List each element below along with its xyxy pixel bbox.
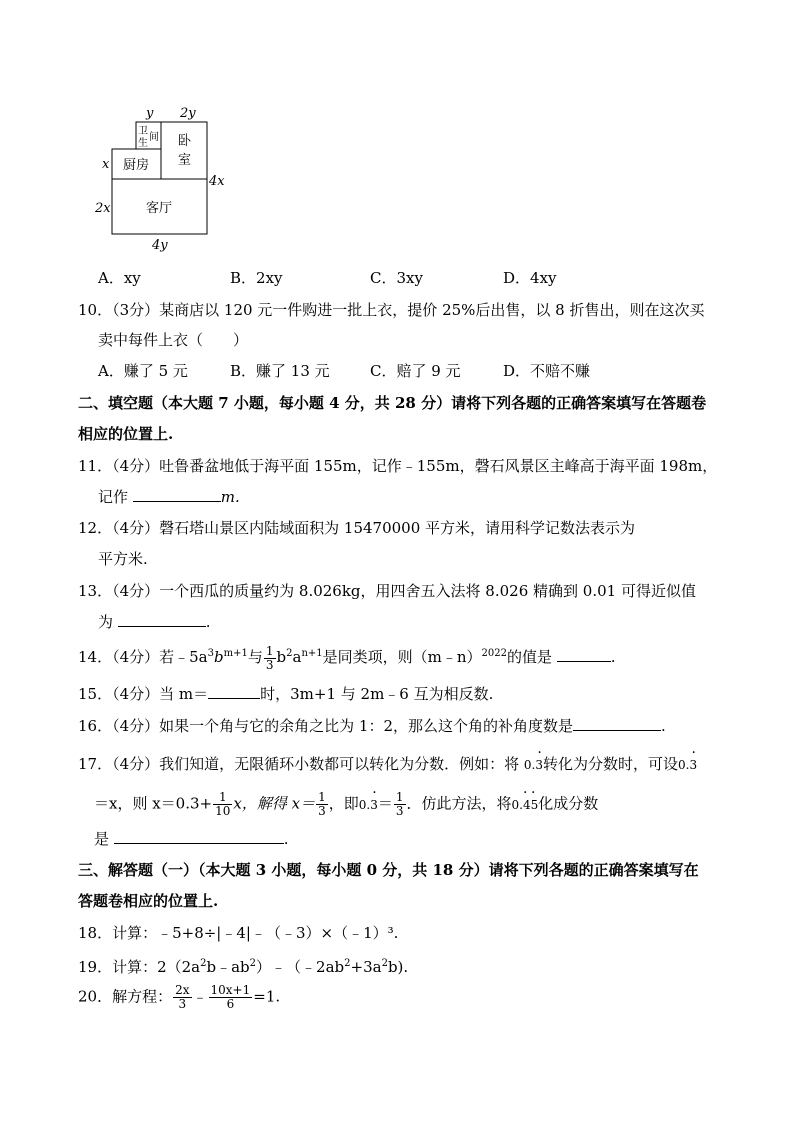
q14-sup4: n+1 <box>301 648 323 659</box>
q9-option-a: A．xy <box>98 269 141 287</box>
q17-period: . <box>283 830 289 848</box>
q17-line3 <box>94 829 289 849</box>
label-kitchen: 厨房 <box>123 158 150 173</box>
section2-heading-line2: 相应的位置上. <box>78 425 174 443</box>
q14-fraction <box>264 645 276 672</box>
q14-answer-blank <box>557 647 611 662</box>
q17-line1 <box>78 745 698 775</box>
q14-text-e: a <box>292 648 302 666</box>
q14-text-g: 的值是 <box>506 648 552 666</box>
q16-text-a: 16．（4分）如果一个角与它的余角之比为 1：2，那么这个角的补角度数是 <box>78 717 573 735</box>
q19-line: 19．计算：$2(2a^2b﹣ab^2)﹣(﹣2ab^2+3a^2b)$. <box>78 958 409 976</box>
q12-line1: 12．（4分）磬石塔山景区内陆域面积为 15470000 平方米，请用科学记数法表示为 <box>78 519 636 537</box>
q17-repeating-decimal-3: 0. · 3 <box>358 784 378 812</box>
q11-line2-text: 记作 <box>98 488 129 506</box>
q14-text-f: 是同类项，则（m﹣n） <box>322 648 482 666</box>
q17-fraction-1: $\frac{1}{10}$ <box>215 790 231 818</box>
q17-repeating-decimal-4: 0. · · 45 <box>511 784 539 812</box>
q14-sup3: 2 <box>286 648 293 659</box>
q17-text-2e: ．仿此方法，将 <box>406 794 512 813</box>
q9-option-c: C．3xy <box>370 269 423 287</box>
q16-period: . <box>661 717 666 735</box>
q14-period: . <box>610 648 616 666</box>
q20-fraction-2: $\frac{10x+1}{6}$ <box>210 983 251 1011</box>
q13-answer-blank <box>118 612 206 627</box>
section2-heading-line1: 二、填空题（本大题 7 小题，每小题 4 分，共 28 分）请将下列各题的正确答案填写在答题卷 <box>78 394 707 412</box>
q17-answer-blank <box>114 829 284 844</box>
q17-text-2a: ＝x，则 x＝0.3+ <box>94 794 213 813</box>
q14-frac-den: 3 <box>265 657 274 672</box>
q17-text-2c: ，即 <box>328 794 359 813</box>
q17-repeating-decimal-1: 0. · 3 <box>523 745 544 772</box>
q13-line2-text: 为 <box>98 613 114 631</box>
q15-line <box>78 684 493 704</box>
q16-line <box>78 716 666 736</box>
label-toilet-2: 生 <box>138 138 148 149</box>
label-bedroom-2: 室 <box>178 153 192 168</box>
q12-line2: 平方米. <box>98 550 148 568</box>
q10-option-c: C．赔了 9 元 <box>370 362 461 380</box>
q11-unit: m. <box>220 488 240 506</box>
q20-line <box>78 984 280 1011</box>
q17-text-3a: 是 <box>94 830 110 848</box>
section3-heading-line1: 三、解答题（一）（本大题 3 小题，每小题 0 分，共 18 分）请将下列各题的正确答案填写在 <box>78 861 699 879</box>
q17-text-2b: x，解得 x＝ <box>233 794 316 813</box>
q10-line2: 卖中每件上衣（ ） <box>98 331 249 349</box>
q15-text-b: 时，3m+1 与 2m﹣6 互为相反数. <box>260 685 494 703</box>
q16-answer-blank <box>573 716 661 731</box>
section3-heading-line2: 答题卷相应的位置上. <box>78 892 219 910</box>
q10-option-a: A．赚了 5 元 <box>98 362 188 380</box>
q20-fraction-1: $\frac{2x}{3}$ <box>175 983 190 1011</box>
q11-answer-blank <box>133 487 221 502</box>
q17-repeating-decimal-2: 0. · 3 <box>678 745 698 772</box>
label-right-4x: 4x <box>209 174 225 189</box>
q10-option-b: B．赚了 13 元 <box>230 362 330 380</box>
label-toilet-1: 卫 <box>138 126 148 137</box>
q14-text-a: 14．（4分）若﹣5a <box>78 648 208 666</box>
q14-sup2: m+1 <box>223 648 248 659</box>
label-left-2x: 2x <box>95 201 111 216</box>
q15-text-a: 15．（4分）当 m＝ <box>78 685 209 703</box>
q13-line2 <box>98 612 211 632</box>
q17-text-1b: 转化为分数时，可设 <box>543 755 679 773</box>
q17-fraction-3: $\frac{1}{3}$ <box>395 790 404 818</box>
q20-minus: ﹣ <box>192 987 208 1006</box>
q15-answer-blank <box>208 684 260 699</box>
q11-line2 <box>98 487 240 507</box>
bedroom-room <box>161 122 207 179</box>
q10-option-d: D．不赔不赚 <box>503 362 591 380</box>
q18-line: 18．计算：﹣5+8÷|﹣4|﹣（﹣3）×（﹣1）³. <box>78 924 399 942</box>
q14-text-d: b <box>276 648 287 666</box>
label-left-x: x <box>102 157 110 172</box>
label-toilet-3: 间 <box>149 132 159 143</box>
q20-text-a: 20．解方程： <box>78 987 173 1006</box>
q14-sup1: 3 <box>207 648 214 659</box>
q14-line <box>78 644 616 672</box>
q11-line1: 11．（4分）吐鲁番盆地低于海平面 155m，记作﹣155m，磬石风景区主峰高于海平面 198m， <box>78 457 718 475</box>
q9-option-b: B．2xy <box>230 269 283 287</box>
q9-option-d: D．4xy <box>503 269 557 287</box>
q17-text-1a: 17．（4分）我们知道，无限循环小数都可以转化为分数．例如：将 <box>78 755 520 773</box>
q17-line2 <box>94 784 599 818</box>
q14-frac-num: 1 <box>265 643 274 658</box>
q14-text-b: b <box>214 648 224 666</box>
q13-period: . <box>205 613 211 631</box>
label-bottom-4y: 4y <box>152 238 168 252</box>
label-top-2y: 2y <box>180 106 196 121</box>
q17-text-2d: ＝ <box>377 794 393 813</box>
label-bedroom-1: 卧 <box>178 134 192 149</box>
q10-line1: 10．（3分）某商店以 120 元一件购进一批上衣，提价 25%后出售，以 8 折售出，则在这次买 <box>78 301 705 319</box>
q17-fraction-2: $\frac{1}{3}$ <box>318 790 326 818</box>
q13-line1: 13．（4分）一个西瓜的质量约为 8.026kg，用四舍五入法将 8.026 精确到 0.01 可得近似值 <box>78 582 696 600</box>
q20-text-b: =1. <box>253 987 281 1006</box>
floor-plan-diagram <box>90 100 240 252</box>
q14-text-c: 与 <box>247 648 263 666</box>
label-top-y: y <box>146 106 154 121</box>
q14-sup5: 2022 <box>481 648 507 659</box>
label-living: 客厅 <box>146 201 173 216</box>
q17-text-2f: 化成分数 <box>538 794 599 813</box>
